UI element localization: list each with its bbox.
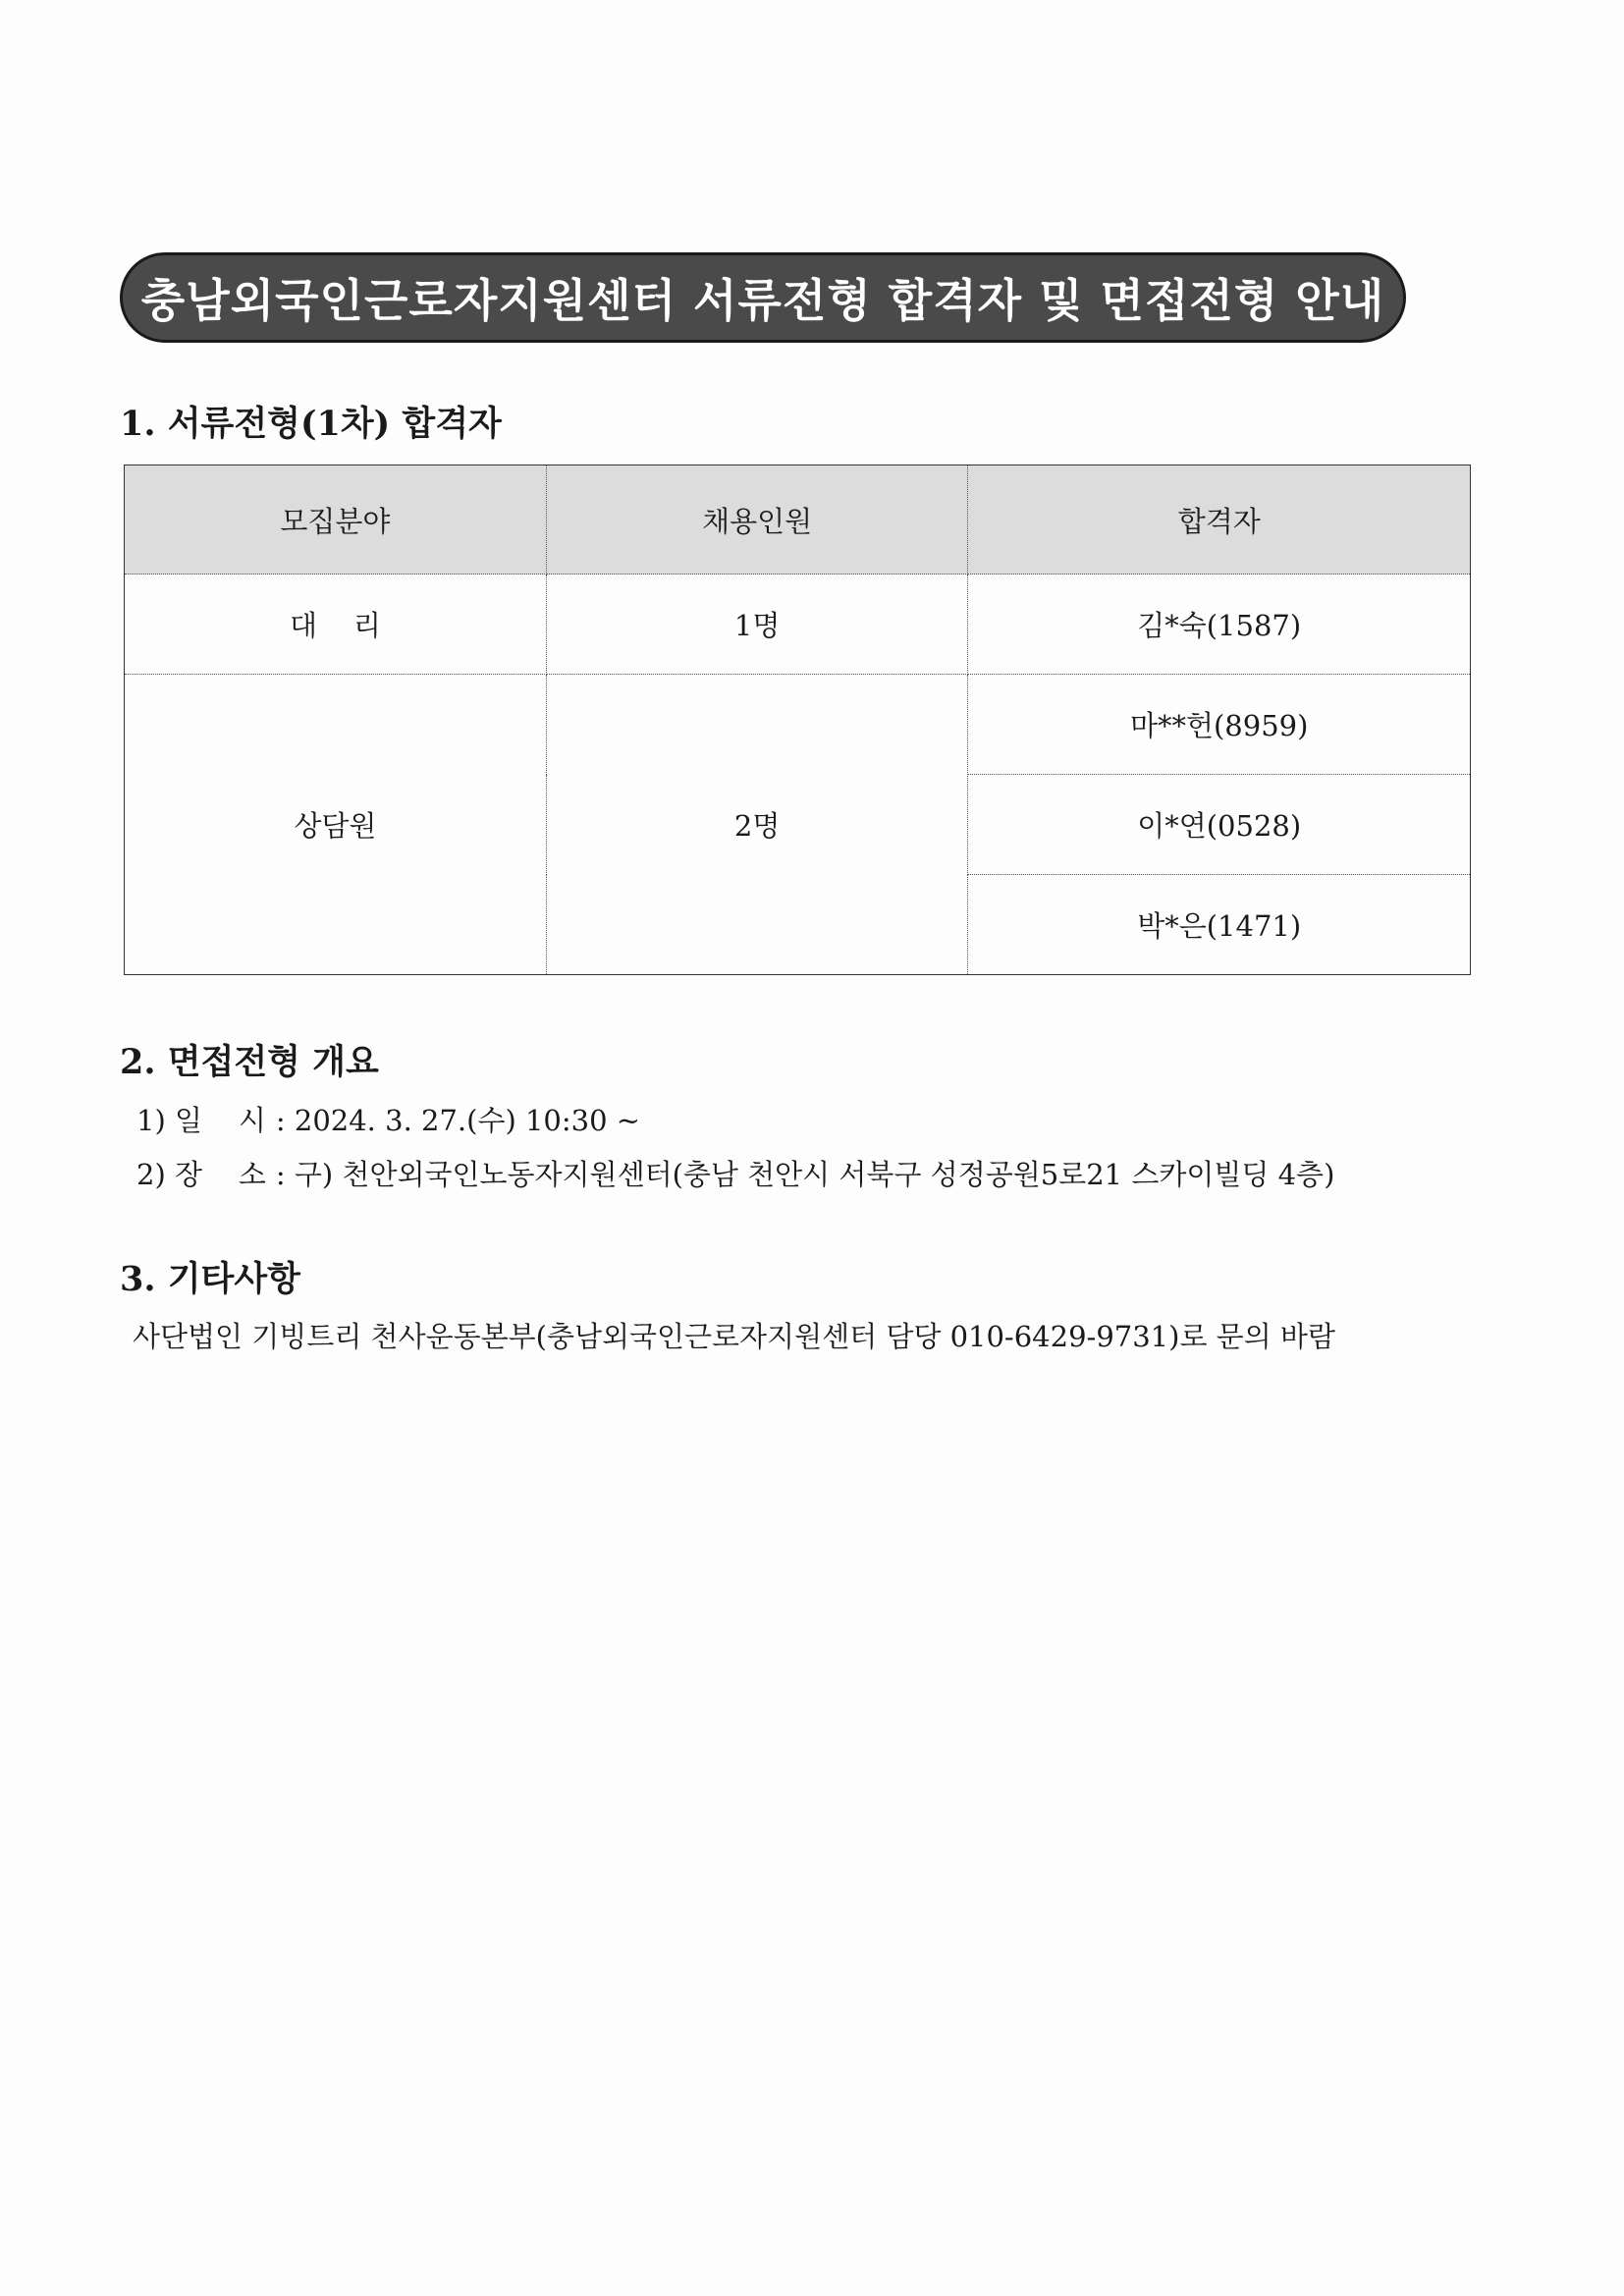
date-label: 1) 일 시 (136, 1104, 266, 1137)
document-title: 충남외국인근로자지원센터 서류전형 합격자 및 면접전형 안내 (140, 274, 1385, 327)
count-cell: 1명 (546, 574, 968, 675)
contact-note: 사단법인 기빙트리 천사운동본부(충남외국인근로자지원센터 담당 010-6429-9731)로 문의 바람 (133, 1320, 1335, 1353)
table-row (125, 675, 1471, 775)
header-field: 모집분야 (125, 465, 547, 574)
table-header-row (125, 465, 1471, 574)
section-2-heading: 2. 면접전형 개요 (120, 1042, 379, 1082)
table-row (125, 574, 1471, 675)
header-count: 채용인원 (546, 465, 968, 574)
field-cell: 대 리 (125, 574, 547, 675)
title-banner (120, 252, 1406, 343)
passers-table (124, 465, 1471, 975)
section-1-heading: 1. 서류전형(1차) 합격자 (120, 404, 502, 444)
date-value: : 2024. 3. 27.(수) 10:30 ~ (275, 1104, 641, 1137)
section-3-heading: 3. 기타사항 (120, 1259, 300, 1299)
header-passer: 합격자 (968, 465, 1471, 574)
interview-date-line (136, 1099, 640, 1139)
passer-cell: 박*은(1471) (968, 875, 1471, 975)
passer-cell: 마**헌(8959) (968, 675, 1471, 775)
interview-place-line (136, 1153, 1334, 1193)
count-cell: 2명 (546, 675, 968, 975)
passer-cell: 김*숙(1587) (968, 574, 1471, 675)
field-cell: 상담원 (125, 675, 547, 975)
place-value: : 구) 천안외국인노동자지원센터(충남 천안시 서북구 성정공원5로21 스카이빌딩 4층) (275, 1158, 1335, 1191)
passer-cell: 이*연(0528) (968, 775, 1471, 875)
place-label: 2) 장 소 (136, 1158, 266, 1191)
